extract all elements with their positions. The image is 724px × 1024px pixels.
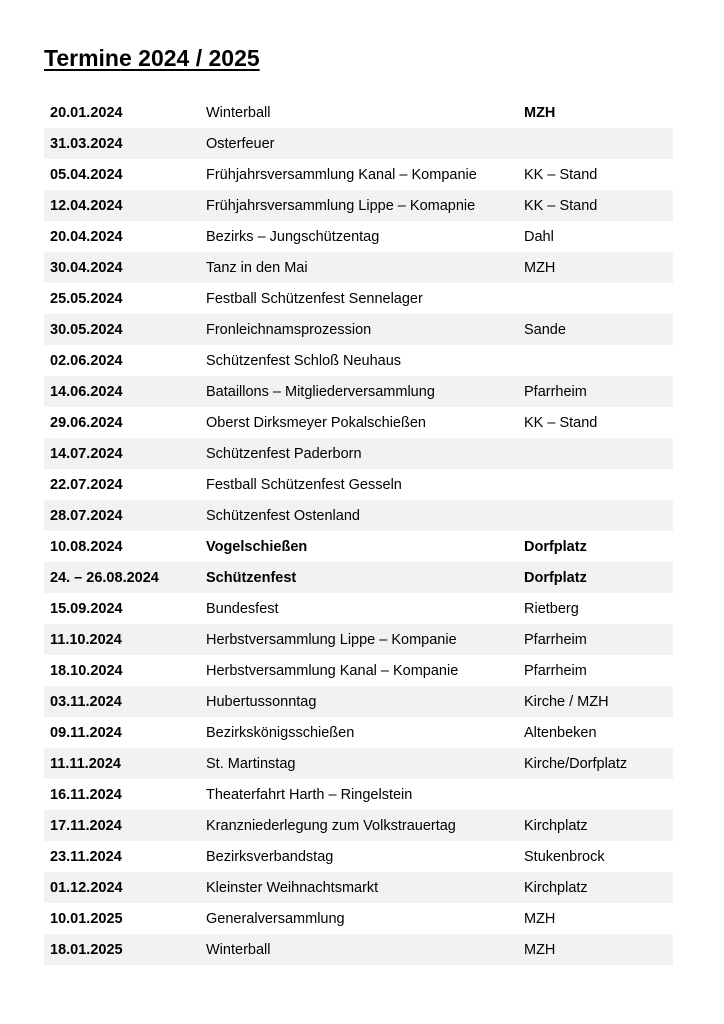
- table-row: [44, 562, 673, 593]
- table-row: [44, 655, 673, 686]
- event-date: 18.10.2024: [50, 662, 123, 679]
- event-name: Schützenfest Ostenland: [206, 507, 360, 524]
- table-row: [44, 531, 673, 562]
- event-name: Festball Schützenfest Sennelager: [206, 290, 423, 307]
- event-date: 12.04.2024: [50, 197, 123, 214]
- event-location: Dorfplatz: [524, 538, 587, 555]
- table-row: [44, 903, 673, 934]
- event-date: 11.10.2024: [50, 631, 122, 648]
- table-row: [44, 221, 673, 252]
- event-name: Herbstversammlung Kanal – Kompanie: [206, 662, 459, 679]
- event-location: Kirchplatz: [524, 817, 588, 834]
- event-location: Dorfplatz: [524, 569, 587, 586]
- table-row: [44, 345, 673, 376]
- event-date: 23.11.2024: [50, 848, 122, 865]
- event-location: Sande: [524, 321, 566, 338]
- table-row: [44, 500, 673, 531]
- table-row: [44, 779, 673, 810]
- event-name: Kranzniederlegung zum Volkstrauertag: [206, 817, 456, 834]
- event-name: Festball Schützenfest Gesseln: [206, 476, 402, 493]
- event-name: Oberst Dirksmeyer Pokalschießen: [206, 414, 426, 431]
- event-date: 17.11.2024: [50, 817, 122, 834]
- table-row: [44, 934, 673, 965]
- event-name: Osterfeuer: [206, 135, 275, 152]
- event-name: Kleinster Weihnachtsmarkt: [206, 879, 379, 896]
- event-location: MZH: [524, 104, 556, 121]
- event-location: Pfarrheim: [524, 383, 587, 400]
- event-date: 30.04.2024: [50, 259, 123, 276]
- event-location: Dahl: [524, 228, 554, 245]
- event-location: Kirche/Dorfplatz: [524, 755, 628, 772]
- table-row: [44, 314, 673, 345]
- event-location: KK – Stand: [524, 166, 598, 183]
- event-name: Hubertussonntag: [206, 693, 317, 710]
- event-name: Winterball: [206, 941, 271, 958]
- event-location: Pfarrheim: [524, 662, 587, 679]
- event-location: Kirchplatz: [524, 879, 588, 896]
- event-name: Generalversammlung: [206, 910, 345, 927]
- table-row: [44, 97, 673, 128]
- event-name: Schützenfest Schloß Neuhaus: [206, 352, 402, 369]
- event-location: Pfarrheim: [524, 631, 587, 648]
- table-row: [44, 717, 673, 748]
- event-date: 29.06.2024: [50, 414, 123, 431]
- event-location: MZH: [524, 259, 556, 276]
- event-name: St. Martinstag: [206, 755, 296, 772]
- event-name: Frühjahrsversammlung Lippe – Komapnie: [206, 197, 476, 214]
- event-name: Schützenfest Paderborn: [206, 445, 362, 462]
- event-date: 20.04.2024: [50, 228, 123, 245]
- table-row: [44, 841, 673, 872]
- event-date: 28.07.2024: [50, 507, 123, 524]
- event-date: 18.01.2025: [50, 941, 123, 958]
- event-date: 31.03.2024: [50, 135, 123, 152]
- page-title: Termine 2024 / 2025: [44, 45, 260, 71]
- event-location: Altenbeken: [524, 724, 597, 741]
- event-date: 14.07.2024: [50, 445, 123, 462]
- schedule-table: [44, 97, 673, 965]
- table-row: [44, 748, 673, 779]
- event-name: Bundesfest: [206, 600, 279, 617]
- event-name: Fronleichnamsprozession: [206, 321, 372, 338]
- event-name: Bezirks – Jungschützentag: [206, 228, 380, 245]
- event-name: Tanz in den Mai: [206, 259, 308, 276]
- event-location: Rietberg: [524, 600, 579, 617]
- event-date: 09.11.2024: [50, 724, 122, 741]
- table-row: [44, 469, 673, 500]
- event-location: MZH: [524, 941, 556, 958]
- event-name: Herbstversammlung Lippe – Kompanie: [206, 631, 457, 648]
- event-date: 03.11.2024: [50, 693, 122, 710]
- event-date: 11.11.2024: [50, 755, 121, 772]
- table-row: [44, 407, 673, 438]
- table-row: [44, 593, 673, 624]
- table-row: [44, 190, 673, 221]
- event-date: 30.05.2024: [50, 321, 123, 338]
- event-date: 22.07.2024: [50, 476, 123, 493]
- event-date: 25.05.2024: [50, 290, 123, 307]
- event-name: Theaterfahrt Harth – Ringelstein: [206, 786, 413, 803]
- event-name: Bataillons – Mitgliederversammlung: [206, 383, 435, 400]
- event-name: Bezirksverbandstag: [206, 848, 334, 865]
- event-location: KK – Stand: [524, 197, 598, 214]
- event-location: KK – Stand: [524, 414, 598, 431]
- event-date: 20.01.2024: [50, 104, 123, 121]
- table-row: [44, 810, 673, 841]
- table-row: [44, 686, 673, 717]
- event-date: 14.06.2024: [50, 383, 123, 400]
- table-row: [44, 376, 673, 407]
- table-row: [44, 438, 673, 469]
- event-name: Winterball: [206, 104, 271, 121]
- event-location: MZH: [524, 910, 556, 927]
- event-date: 02.06.2024: [50, 352, 123, 369]
- event-date: 05.04.2024: [50, 166, 123, 183]
- table-row: [44, 128, 673, 159]
- event-location: Kirche / MZH: [524, 693, 609, 710]
- table-row: [44, 159, 673, 190]
- event-date: 10.08.2024: [50, 538, 123, 555]
- event-date: 24. – 26.08.2024: [50, 569, 159, 586]
- event-name: Vogelschießen: [206, 538, 308, 555]
- table-row: [44, 624, 673, 655]
- event-location: Stukenbrock: [524, 848, 605, 865]
- event-name: Frühjahrsversammlung Kanal – Kompanie: [206, 166, 477, 183]
- table-row: [44, 283, 673, 314]
- table-row: [44, 872, 673, 903]
- table-row: [44, 252, 673, 283]
- event-date: 16.11.2024: [50, 786, 122, 803]
- event-date: 15.09.2024: [50, 600, 123, 617]
- event-date: 10.01.2025: [50, 910, 123, 927]
- event-name: Schützenfest: [206, 569, 297, 586]
- event-date: 01.12.2024: [50, 879, 123, 896]
- event-name: Bezirkskönigsschießen: [206, 724, 355, 741]
